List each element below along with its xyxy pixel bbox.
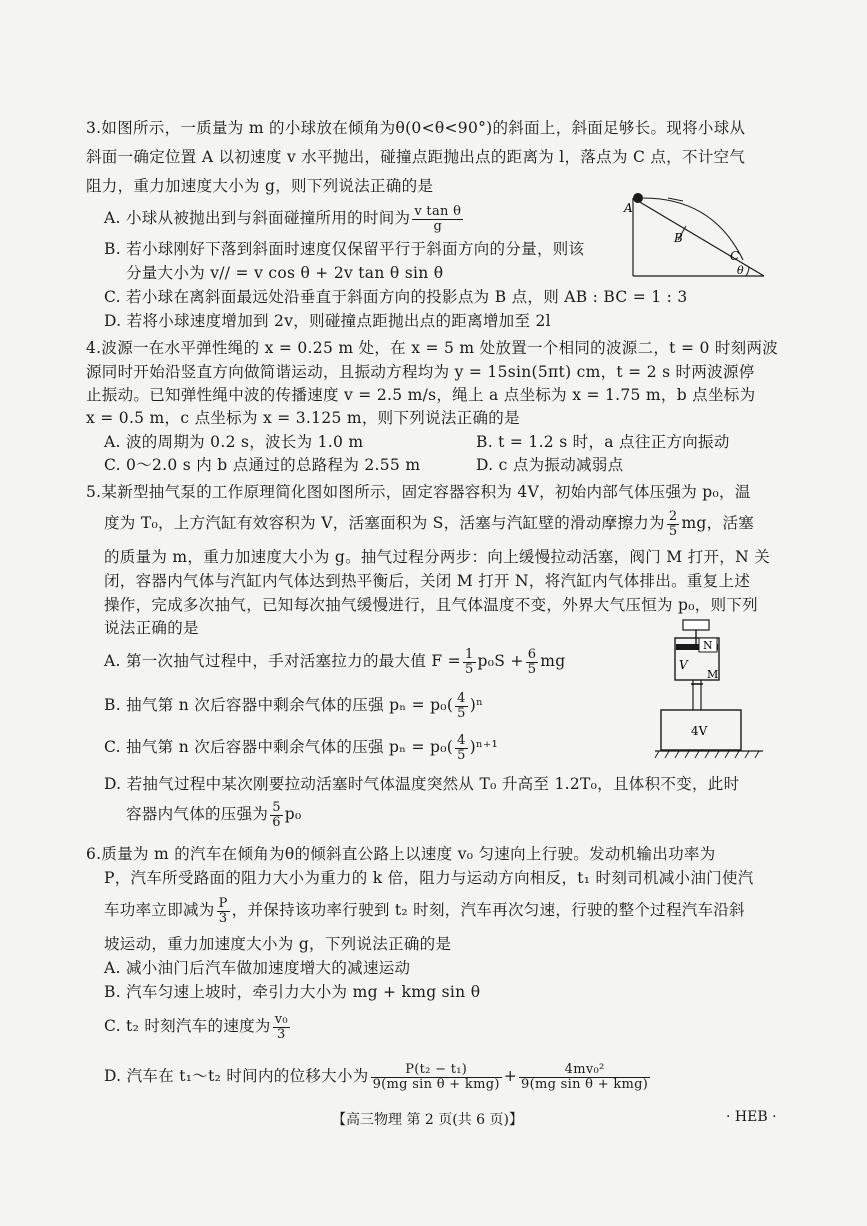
q6-option-d: D. 汽车在 t₁～t₂ 时间内的位移大小为 $\frac{\text{P(t₂ − t₁)}}{\text{9(mg sin θ + kmg)}}$ + $\frac{\text{4mv₀²}}{\text{9(mg sin θ + kmg)}}$ xyxy=(104,1061,649,1092)
q6-option-c: C. t₂ 时刻汽车的速度为 $\frac{\text{v₀}}{3}$ xyxy=(104,1011,288,1042)
trajectory-curve xyxy=(643,198,743,260)
q5-option-c: C. 抽气第 n 次后容器中剩余气体的压强 pₙ = p₀( $\frac{4}{5}$ )ⁿ⁺¹ xyxy=(104,732,499,763)
valve-m-label: M xyxy=(707,668,719,681)
q4-line-4: x = 0.5 m，c 点坐标为 x = 3.125 m，则下列说法正确的是 xyxy=(86,409,520,427)
q6-line-3: 车功率立即减为 $\frac{P}{3}$ ，并保持该功率行驶到 t₂ 时刻，汽车再次匀速，行驶的整个过程汽车沿斜 xyxy=(104,895,745,926)
handle-top xyxy=(683,620,709,630)
cylinder-v-label: V xyxy=(679,658,688,672)
q5-line-4: 闭，容器内气体与汽缸内气体达到热平衡后，关闭 M 打开 N，将汽缸内气体排出。重复上述 xyxy=(104,572,751,590)
q3-incline-figure xyxy=(624,188,768,280)
q5-option-d-line-1: D. 若抽气过程中某次刚要拉动活塞时气体温度突然从 T₀ 升高至 1.2T₀，且体积不变，此时 xyxy=(104,775,740,793)
q6-option-b: B. 汽车匀速上坡时，牵引力大小为 mg + kmg sin θ xyxy=(104,983,481,1001)
incline-surface xyxy=(633,198,764,276)
ground-hatching xyxy=(655,751,759,758)
container-volume-label: 4V xyxy=(691,724,708,738)
q4-line-2: 源同时开始沿竖直方向做简谐运动，且振动方程均为 y = 15sin(5πt) cm，t = 2 s 时两波源停 xyxy=(86,363,755,381)
q6-line-1: 6.质量为 m 的汽车在倾角为θ的倾斜直公路上以速度 v₀ 匀速向上行驶。发动机输出功率为 xyxy=(86,845,716,863)
q5-option-d-line-2: 容器内气体的压强为 $\frac{5}{6}$ p₀ xyxy=(126,799,302,830)
q5-line-5: 操作，完成多次抽气，已知每次抽气缓慢进行，且气体温度不变，外界大气压恒为 p₀，则下列 xyxy=(104,596,758,614)
q5-line-1: 5.某新型抽气泵的工作原理简化图如图所示，固定容器容积为 4V，初始内部气体压强为 p₀，温 xyxy=(86,483,751,501)
footer-code: · HEB · xyxy=(726,1109,777,1125)
q6-option-a: A. 减小油门后汽车做加速度增大的减速运动 xyxy=(104,959,411,977)
q4-option-c: C. 0～2.0 s 内 b 点通过的总路程为 2.55 m xyxy=(104,456,421,474)
q5-line-2: 度为 T₀，上方汽缸有效容积为 V，活塞面积为 S，活塞与汽缸壁的滑动摩擦力为 $\frac{2}{5}$ mg，活塞 xyxy=(104,508,755,539)
q4-option-a: A. 波的周期为 0.2 s，波长为 1.0 m xyxy=(104,433,364,451)
q5-line-3: 的质量为 m，重力加速度大小为 g。抽气过程分两步：向上缓慢拉动活塞，阀门 M 打开，N 关 xyxy=(104,548,770,566)
q4-line-1: 4.波源一在水平弹性绳的 x = 0.25 m 处，在 x = 5 m 处放置一个相同的波源二，t = 0 时刻两波 xyxy=(86,339,779,357)
q3-option-a-text: A. 小球从被抛出到与斜面碰撞所用的时间为 xyxy=(104,209,411,227)
label-a: A xyxy=(624,201,633,215)
label-theta: θ xyxy=(737,264,744,277)
q5-pump-figure xyxy=(655,612,767,762)
q3-option-a xyxy=(104,200,465,236)
q3-option-c: C. 若小球在离斜面最远处沿垂直于斜面方向的投影点为 B 点，则 AB : BC = 1 : 3 xyxy=(104,288,688,306)
q5-line-6: 说法正确的是 xyxy=(104,619,199,637)
q3-line-3: 阻力，重力加速度大小为 g，则下列说法正确的是 xyxy=(86,177,434,195)
q5-option-b: B. 抽气第 n 次后容器中剩余气体的压强 pₙ = p₀( $\frac{4}{5}$ )ⁿ xyxy=(104,690,484,721)
q4-option-b: B. t = 1.2 s 时，a 点往正方向振动 xyxy=(476,433,730,451)
valve-n-label: N xyxy=(703,639,713,652)
q3-option-a-fraction: $\frac{\text{v tan θ}}{g}$ xyxy=(414,203,462,234)
q5-friction-fraction: $\frac{2}{5}$ xyxy=(668,508,678,539)
footer-page-label: 【高三物理 第 2 页(共 6 页)】 xyxy=(332,1112,523,1128)
q3-option-d: D. 若将小球速度增加到 2v，则碰撞点距抛出点的距离增加至 2l xyxy=(104,312,551,330)
label-c: C xyxy=(730,249,740,263)
q3-option-b-line-1: B. 若小球刚好下落到斜面时速度仅保留平行于斜面方向的分量，则该 xyxy=(104,240,585,258)
angle-arc xyxy=(746,267,749,276)
q5-option-a: A. 第一次抽气过程中，手对活塞拉力的最大值 F = $\frac{1}{5}$ p₀S + $\frac{6}{5}$ mg xyxy=(104,646,566,677)
ball-icon xyxy=(633,193,643,203)
q3-line-2: 斜面一确定位置 A 以初速度 v 水平抛出，碰撞点距抛出点的距离为 l，落点为 C 点，不计空气 xyxy=(86,148,746,166)
q4-line-3: 止振动。已知弹性绳中波的传播速度 v = 2.5 m/s，绳上 a 点坐标为 x = 1.75 m，b 点坐标为 xyxy=(86,386,756,404)
q3-line-1: 3.如图所示，一质量为 m 的小球放在倾角为θ(0<θ<90°)的斜面上，斜面足够长。现将小球从 xyxy=(86,119,746,137)
q4-option-d: D. c 点为振动减弱点 xyxy=(476,456,624,474)
q6-line-2: P，汽车所受路面的阻力大小为重力的 k 倍，阻力与运动方向相反，t₁ 时刻司机减小油门使汽 xyxy=(104,869,754,887)
label-b: B xyxy=(674,231,683,245)
q6-line-4: 坡运动，重力加速度大小为 g，下列说法正确的是 xyxy=(104,935,452,953)
q3-option-b-line-2: 分量大小为 v// = v cos θ + 2v tan θ sin θ xyxy=(126,264,444,282)
